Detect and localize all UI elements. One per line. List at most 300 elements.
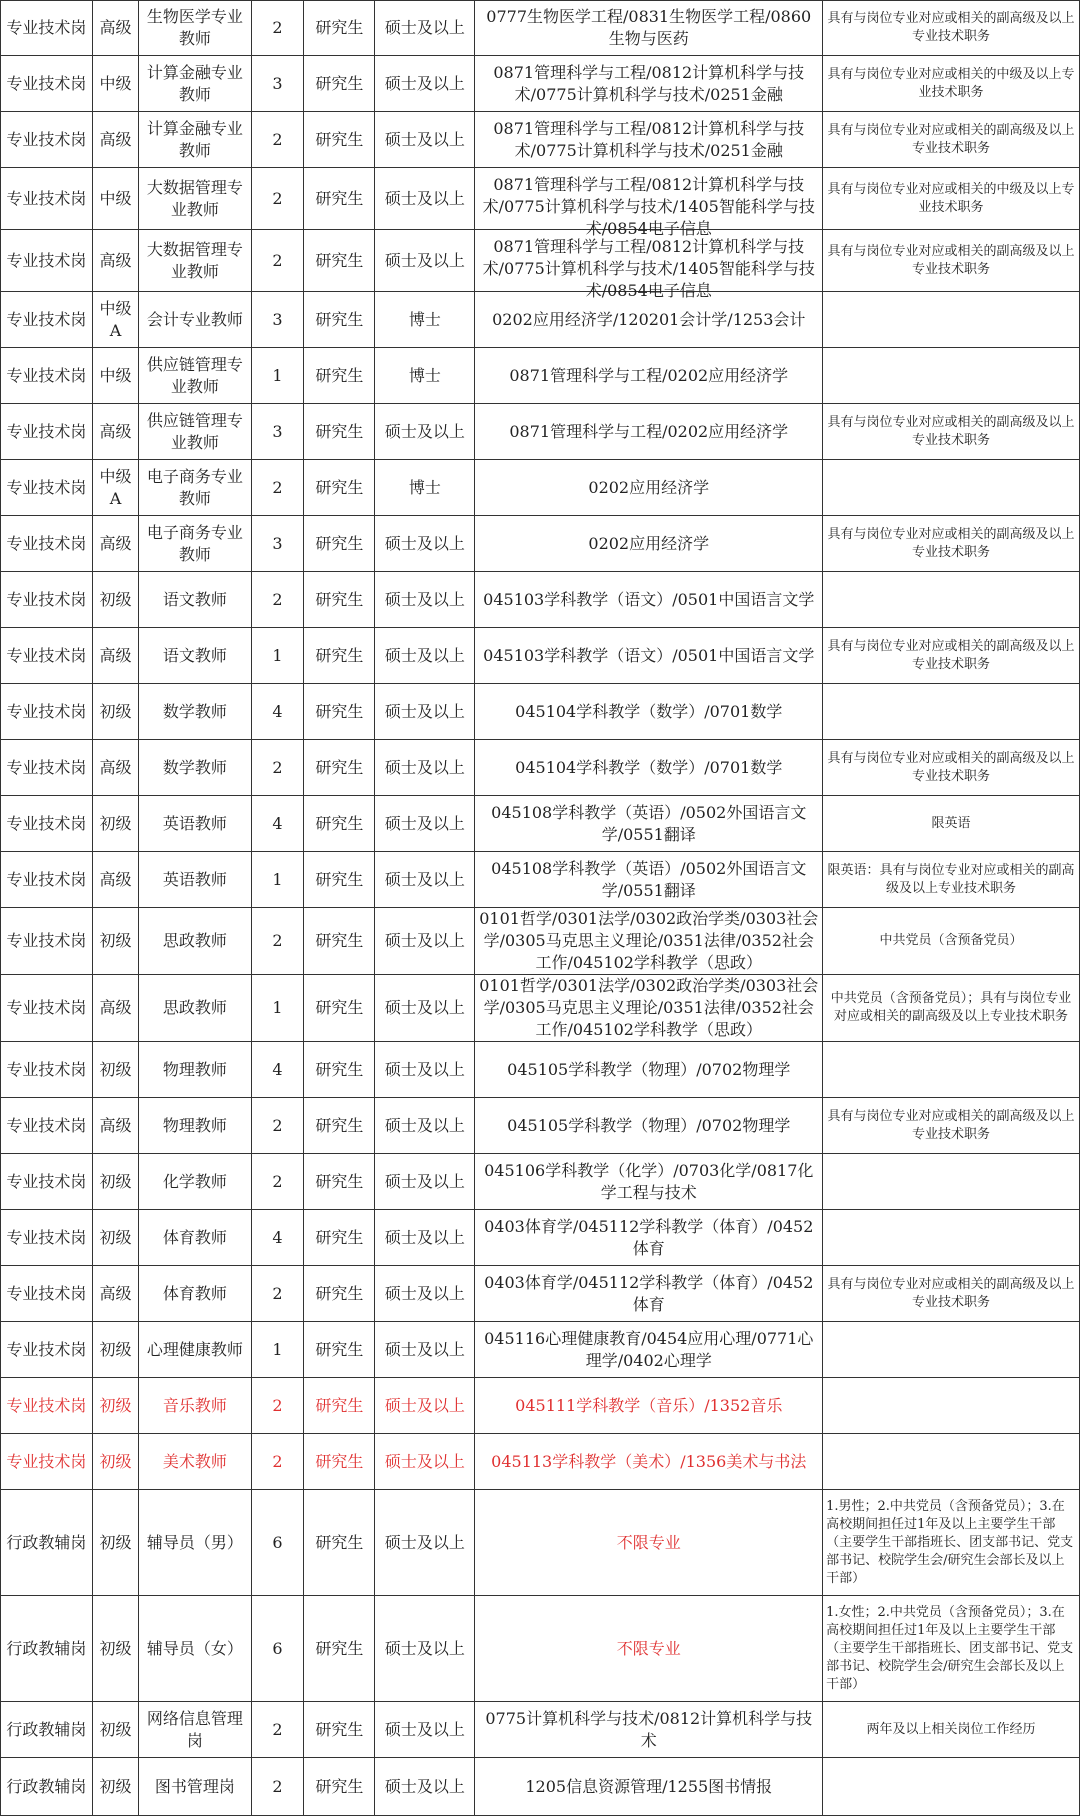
education-cell-text: 研究生	[315, 645, 364, 665]
major-cell-text: 045104学科教学（数学）/0701数学	[515, 701, 783, 721]
level-cell	[92, 852, 138, 908]
category-cell	[1, 292, 93, 348]
headcount-cell-text: 2	[272, 589, 283, 609]
degree-cell-text: 硕士及以上	[384, 1451, 465, 1471]
position-cell-text: 心理健康教师	[146, 1339, 243, 1359]
level-cell	[92, 1210, 138, 1266]
headcount-cell	[251, 572, 304, 628]
table-row	[1, 292, 1080, 348]
category-cell-text: 专业技术岗	[6, 1339, 87, 1359]
degree-cell	[375, 572, 475, 628]
level-cell-text: 初级	[99, 1719, 132, 1739]
position-cell	[139, 292, 251, 348]
position-cell-text: 英语教师	[162, 869, 227, 889]
degree-cell-text: 硕士及以上	[384, 73, 465, 93]
position-cell-text: 体育教师	[162, 1227, 227, 1247]
degree-cell	[375, 56, 475, 112]
requirement-cell	[823, 56, 1080, 112]
degree-cell	[375, 1702, 475, 1758]
education-cell-text: 研究生	[315, 1532, 364, 1552]
requirement-cell	[823, 112, 1080, 168]
degree-cell	[375, 975, 475, 1042]
headcount-cell-text: 1	[272, 645, 283, 665]
category-cell-text: 专业技术岗	[6, 1451, 87, 1471]
headcount-cell-text: 2	[272, 1115, 283, 1135]
requirement-cell-text: 具有与岗位专业对应或相关的副高级及以上专业技术职务	[827, 526, 1075, 560]
requirement-cell-text: 具有与岗位专业对应或相关的中级及以上专业技术职务	[827, 181, 1075, 215]
position-cell	[139, 628, 251, 684]
category-cell	[1, 516, 93, 572]
category-cell-text: 专业技术岗	[6, 645, 87, 665]
headcount-cell	[251, 1434, 304, 1490]
requirement-cell	[823, 1490, 1080, 1596]
category-cell	[1, 1154, 93, 1210]
major-cell-text: 0871管理科学与工程/0812计算机科学与技术/0775计算机科学与技术/1405智能科学与技术/0854电子信息	[482, 175, 815, 238]
major-cell	[475, 1322, 823, 1378]
level-cell	[92, 1596, 138, 1702]
headcount-cell-text: 3	[272, 73, 283, 93]
category-cell-text: 专业技术岗	[6, 813, 87, 833]
table-row	[1, 1154, 1080, 1210]
category-cell	[1, 1266, 93, 1322]
education-cell	[304, 628, 375, 684]
position-cell	[139, 112, 251, 168]
level-cell-text: 高级	[99, 757, 132, 777]
degree-cell	[375, 1042, 475, 1098]
level-cell-text: 高级	[99, 1115, 132, 1135]
requirement-cell-text: 两年及以上相关岗位工作经历	[866, 1721, 1036, 1737]
headcount-cell-text: 2	[272, 931, 283, 950]
degree-cell-text: 硕士及以上	[384, 1532, 465, 1552]
requirement-cell	[823, 628, 1080, 684]
level-cell-text: 初级	[99, 589, 132, 609]
major-cell-text: 0775计算机科学与技术/0812计算机科学与技术	[485, 1708, 813, 1750]
education-cell-text: 研究生	[315, 73, 364, 93]
position-cell	[139, 684, 251, 740]
table-row	[1, 348, 1080, 404]
major-cell-text: 045113学科教学（美术）/1356美术与书法	[491, 1451, 807, 1471]
degree-cell	[375, 230, 475, 292]
education-cell	[304, 1702, 375, 1758]
headcount-cell	[251, 230, 304, 292]
level-cell-text: 中级	[99, 188, 132, 208]
degree-cell-text: 硕士及以上	[384, 533, 465, 553]
major-cell	[475, 572, 823, 628]
education-cell	[304, 796, 375, 852]
position-cell	[139, 1154, 251, 1210]
category-cell-text: 专业技术岗	[6, 421, 87, 441]
requirement-cell	[823, 168, 1080, 230]
requirement-cell	[823, 740, 1080, 796]
education-cell-text: 研究生	[315, 1395, 364, 1415]
education-cell	[304, 975, 375, 1042]
major-cell-text: 045103学科教学（语文）/0501中国语言文学	[483, 589, 815, 609]
degree-cell-text: 硕士及以上	[384, 645, 465, 665]
level-cell-text: 高级	[99, 533, 132, 553]
position-cell-text: 供应链管理专业教师	[146, 410, 243, 452]
level-cell-text: 高级	[99, 645, 132, 665]
headcount-cell	[251, 1596, 304, 1702]
position-cell-text: 物理教师	[162, 1115, 227, 1135]
category-cell	[1, 112, 93, 168]
requirement-cell	[823, 1042, 1080, 1098]
category-cell	[1, 1490, 93, 1596]
requirement-cell	[823, 975, 1080, 1042]
level-cell-text: 高级	[99, 250, 132, 270]
position-cell-text: 美术教师	[162, 1451, 227, 1471]
category-cell-text: 专业技术岗	[6, 477, 87, 497]
education-cell	[304, 1322, 375, 1378]
degree-cell	[375, 348, 475, 404]
headcount-cell	[251, 56, 304, 112]
degree-cell	[375, 852, 475, 908]
table-row	[1, 1378, 1080, 1434]
table-row	[1, 460, 1080, 516]
headcount-cell	[251, 975, 304, 1042]
major-cell	[475, 230, 823, 300]
requirement-cell	[823, 1266, 1080, 1322]
major-cell-text: 0202应用经济学	[588, 533, 710, 553]
position-cell-text: 电子商务专业教师	[146, 466, 243, 508]
major-cell	[475, 908, 823, 975]
position-cell	[139, 168, 251, 230]
level-cell-text: 初级	[99, 1059, 132, 1079]
major-cell-text: 045111学科教学（音乐）/1352音乐	[515, 1395, 783, 1415]
degree-cell	[375, 1266, 475, 1322]
position-cell-text: 电子商务专业教师	[146, 522, 243, 564]
position-cell	[139, 1758, 251, 1816]
major-cell	[475, 1098, 823, 1154]
major-cell-text: 045108学科教学（英语）/0502外国语言文学/0551翻译	[491, 858, 807, 900]
headcount-cell-text: 1	[272, 1339, 283, 1359]
degree-cell-text: 硕士及以上	[384, 1395, 465, 1415]
level-cell-text: 初级	[99, 1339, 132, 1359]
education-cell	[304, 852, 375, 908]
table-row	[1, 1490, 1080, 1596]
degree-cell-text: 硕士及以上	[384, 931, 465, 950]
category-cell-text: 专业技术岗	[6, 250, 87, 270]
major-cell	[475, 112, 823, 168]
position-cell	[139, 230, 251, 292]
headcount-cell-text: 6	[272, 1638, 283, 1658]
category-cell-text: 专业技术岗	[6, 589, 87, 609]
education-cell-text: 研究生	[315, 931, 364, 950]
major-cell-text: 045103学科教学（语文）/0501中国语言文学	[483, 645, 815, 665]
position-cell-text: 供应链管理专业教师	[146, 354, 243, 396]
headcount-cell	[251, 292, 304, 348]
headcount-cell	[251, 1378, 304, 1434]
category-cell-text: 专业技术岗	[6, 1115, 87, 1135]
position-cell	[139, 1042, 251, 1098]
requirement-cell	[823, 348, 1080, 404]
level-cell-text: 初级	[99, 1451, 132, 1471]
position-cell	[139, 572, 251, 628]
major-cell-text: 045116心理健康教育/0454应用心理/0771心理学/0402心理学	[484, 1328, 814, 1370]
education-cell-text: 研究生	[315, 365, 364, 385]
education-cell	[304, 1266, 375, 1322]
category-cell-text: 专业技术岗	[6, 1283, 87, 1303]
headcount-cell	[251, 1322, 304, 1378]
level-cell-text: 初级	[99, 701, 132, 721]
table-row	[1, 628, 1080, 684]
degree-cell	[375, 628, 475, 684]
table-row	[1, 852, 1080, 908]
major-cell-text: 0871管理科学与工程/0812计算机科学与技术/0775计算机科学与技术/1405智能科学与技术/0854电子信息	[482, 237, 815, 300]
level-cell-text: 初级	[99, 1532, 132, 1552]
major-cell-text: 045106学科教学（化学）/0703化学/0817化学工程与技术	[484, 1160, 814, 1202]
headcount-cell-text: 2	[272, 250, 283, 270]
requirement-cell	[823, 292, 1080, 348]
requirement-cell	[823, 404, 1080, 460]
major-cell	[475, 1042, 823, 1098]
level-cell	[92, 292, 138, 348]
level-cell	[92, 684, 138, 740]
category-cell	[1, 975, 93, 1042]
headcount-cell	[251, 1098, 304, 1154]
education-cell-text: 研究生	[315, 1719, 364, 1739]
degree-cell-text: 硕士及以上	[384, 757, 465, 777]
table-row	[1, 230, 1080, 292]
degree-cell	[375, 684, 475, 740]
education-cell	[304, 404, 375, 460]
level-cell	[92, 740, 138, 796]
category-cell	[1, 348, 93, 404]
position-cell-text: 辅导员（女）	[146, 1638, 243, 1658]
table-row	[1, 516, 1080, 572]
major-cell	[475, 1490, 823, 1596]
education-cell	[304, 292, 375, 348]
level-cell	[92, 1702, 138, 1758]
education-cell	[304, 460, 375, 516]
category-cell-text: 专业技术岗	[6, 18, 87, 37]
education-cell	[304, 56, 375, 112]
level-cell-text: 高级	[99, 129, 132, 149]
education-cell-text: 研究生	[315, 1171, 364, 1191]
category-cell-text: 专业技术岗	[6, 1059, 87, 1079]
table-row	[1, 975, 1080, 1042]
major-cell	[475, 168, 823, 238]
category-cell	[1, 1042, 93, 1098]
category-cell-text: 专业技术岗	[6, 188, 87, 208]
education-cell	[304, 1154, 375, 1210]
position-cell-text: 思政教师	[162, 998, 227, 1017]
major-cell-text: 不限专业	[616, 1638, 681, 1658]
category-cell-text: 专业技术岗	[6, 869, 87, 889]
position-cell-text: 数学教师	[162, 757, 227, 777]
headcount-cell-text: 2	[272, 1776, 283, 1796]
position-cell-text: 辅导员（男）	[146, 1532, 243, 1552]
education-cell	[304, 1596, 375, 1702]
table-row	[1, 1266, 1080, 1322]
degree-cell-text: 硕士及以上	[384, 998, 465, 1017]
headcount-cell-text: 3	[272, 309, 283, 329]
requirement-cell-text: 1.男性；2.中共党员（含预备党员）；3.在高校期间担任过1年及以上主要学生干部（主要学生干部指班长、团支部书记、党支部书记、校院学生会/研究生会部长及以上干部）	[826, 1498, 1074, 1586]
table-row	[1, 56, 1080, 112]
category-cell	[1, 628, 93, 684]
level-cell	[92, 1434, 138, 1490]
education-cell	[304, 908, 375, 975]
degree-cell	[375, 1210, 475, 1266]
education-cell	[304, 1758, 375, 1816]
level-cell-text: 初级	[99, 1395, 132, 1415]
category-cell	[1, 1210, 93, 1266]
requirement-cell	[823, 684, 1080, 740]
category-cell-text: 专业技术岗	[6, 1171, 87, 1191]
level-cell	[92, 572, 138, 628]
requirement-cell-text: 具有与岗位专业对应或相关的副高级及以上专业技术职务	[827, 414, 1075, 448]
education-cell-text: 研究生	[315, 1283, 364, 1303]
requirement-cell	[823, 796, 1080, 852]
table-row	[1, 168, 1080, 230]
education-cell-text: 研究生	[315, 1776, 364, 1796]
major-cell-text: 0403体育学/045112学科教学（体育）/0452体育	[484, 1216, 814, 1258]
position-cell	[139, 1322, 251, 1378]
headcount-cell	[251, 684, 304, 740]
degree-cell-text: 硕士及以上	[384, 1283, 465, 1303]
level-cell-text: 初级	[99, 1776, 132, 1796]
level-cell	[92, 56, 138, 112]
major-cell	[475, 1, 823, 56]
category-cell	[1, 1758, 93, 1816]
education-cell-text: 研究生	[315, 129, 364, 149]
level-cell	[92, 348, 138, 404]
education-cell	[304, 230, 375, 292]
requirement-cell-text: 具有与岗位专业对应或相关的中级及以上专业技术职务	[827, 66, 1075, 100]
degree-cell-text: 硕士及以上	[384, 1115, 465, 1135]
category-cell-text: 专业技术岗	[6, 1395, 87, 1415]
position-cell-text: 物理教师	[162, 1059, 227, 1079]
category-cell	[1, 230, 93, 292]
level-cell	[92, 1154, 138, 1210]
headcount-cell-text: 2	[272, 129, 283, 149]
degree-cell	[375, 1322, 475, 1378]
level-cell	[92, 796, 138, 852]
degree-cell-text: 硕士及以上	[384, 869, 465, 889]
category-cell	[1, 404, 93, 460]
requirement-cell	[823, 230, 1080, 292]
category-cell	[1, 56, 93, 112]
position-cell-text: 生物医学专业教师	[146, 7, 243, 48]
table-row	[1, 404, 1080, 460]
headcount-cell	[251, 796, 304, 852]
requirement-cell	[823, 908, 1080, 975]
level-cell-text: 高级	[99, 421, 132, 441]
headcount-cell-text: 2	[272, 1171, 283, 1191]
table-row	[1, 1, 1080, 56]
requirement-cell	[823, 1702, 1080, 1758]
level-cell	[92, 230, 138, 292]
level-cell-text: 初级	[99, 1171, 132, 1191]
degree-cell-text: 硕士及以上	[384, 129, 465, 149]
education-cell	[304, 168, 375, 230]
major-cell	[475, 1154, 823, 1210]
position-cell	[139, 1596, 251, 1702]
requirement-cell	[823, 1098, 1080, 1154]
position-cell-text: 大数据管理专业教师	[146, 239, 243, 281]
requirement-cell-text: 限英语	[931, 815, 971, 831]
level-cell	[92, 975, 138, 1042]
level-cell	[92, 404, 138, 460]
major-cell	[475, 1596, 823, 1702]
major-cell-text: 0101哲学/0301法学/0302政治学类/0303社会学/0305马克思主义理论/0351法律/0352社会工作/045102学科教学（思政）	[479, 976, 819, 1039]
level-cell	[92, 460, 138, 516]
headcount-cell	[251, 1758, 304, 1816]
major-cell	[475, 1266, 823, 1322]
major-cell-text: 045105学科教学（物理）/0702物理学	[507, 1059, 791, 1079]
major-cell	[475, 1702, 823, 1758]
category-cell-text: 行政教辅岗	[6, 1719, 87, 1739]
degree-cell	[375, 1490, 475, 1596]
requirement-cell-text: 具有与岗位专业对应或相关的副高级及以上专业技术职务	[827, 638, 1075, 672]
category-cell-text: 专业技术岗	[6, 129, 87, 149]
major-cell-text: 045108学科教学（英语）/0502外国语言文学/0551翻译	[491, 802, 807, 844]
education-cell	[304, 1, 375, 56]
major-cell-text: 0202应用经济学/120201会计学/1253会计	[492, 309, 806, 329]
headcount-cell-text: 2	[272, 757, 283, 777]
requirement-cell-text: 中共党员（含预备党员）	[879, 933, 1023, 948]
major-cell	[475, 1210, 823, 1266]
position-cell	[139, 852, 251, 908]
major-cell	[475, 404, 823, 460]
level-cell	[92, 908, 138, 975]
category-cell	[1, 1596, 93, 1702]
degree-cell	[375, 1758, 475, 1816]
table-row	[1, 684, 1080, 740]
degree-cell	[375, 796, 475, 852]
table-row	[1, 740, 1080, 796]
category-cell-text: 专业技术岗	[6, 757, 87, 777]
requirement-cell	[823, 1378, 1080, 1434]
category-cell-text: 专业技术岗	[6, 73, 87, 93]
degree-cell-text: 硕士及以上	[384, 701, 465, 721]
table-row	[1, 908, 1080, 975]
level-cell-text: 中级	[99, 365, 132, 385]
degree-cell	[375, 292, 475, 348]
requirement-cell-text: 1.女性；2.中共党员（含预备党员）；3.在高校期间担任过1年及以上主要学生干部（主要学生干部指班长、团支部书记、党支部书记、校院学生会/研究生会部长及以上干部）	[826, 1604, 1074, 1692]
position-cell-text: 思政教师	[162, 931, 227, 950]
table-row	[1, 572, 1080, 628]
education-cell-text: 研究生	[315, 421, 364, 441]
headcount-cell	[251, 1490, 304, 1596]
table-row	[1, 112, 1080, 168]
headcount-cell-text: 2	[272, 18, 283, 37]
degree-cell	[375, 908, 475, 975]
table-row	[1, 1702, 1080, 1758]
level-cell-text: 中级A	[99, 298, 132, 340]
category-cell-text: 行政教辅岗	[6, 1638, 87, 1658]
education-cell-text: 研究生	[315, 533, 364, 553]
position-cell	[139, 740, 251, 796]
major-cell	[475, 628, 823, 684]
level-cell	[92, 1490, 138, 1596]
degree-cell	[375, 1098, 475, 1154]
major-cell	[475, 348, 823, 404]
category-cell	[1, 1322, 93, 1378]
major-cell	[475, 852, 823, 908]
headcount-cell	[251, 1, 304, 56]
major-cell	[475, 1758, 823, 1816]
position-cell	[139, 1266, 251, 1322]
education-cell-text: 研究生	[315, 477, 364, 497]
requirement-cell	[823, 1154, 1080, 1210]
degree-cell	[375, 1, 475, 56]
level-cell	[92, 628, 138, 684]
major-cell-text: 0202应用经济学	[588, 477, 710, 497]
level-cell	[92, 516, 138, 572]
category-cell-text: 专业技术岗	[6, 931, 87, 950]
degree-cell-text: 博士	[408, 309, 441, 329]
education-cell-text: 研究生	[315, 1638, 364, 1658]
